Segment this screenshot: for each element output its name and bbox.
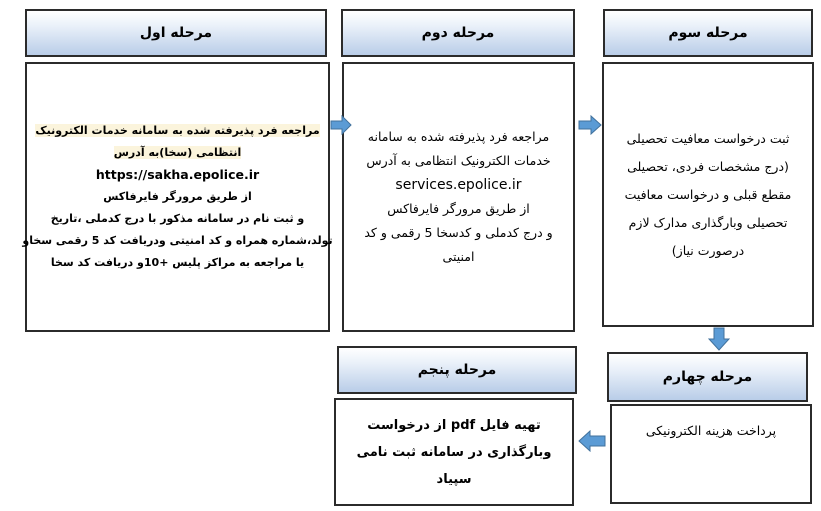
stage-1-line-5: و ثبت نام در سامانه مذکور با درج کدملی ،تاریخ — [50, 212, 305, 225]
stage-5-line-3: سپیاد — [436, 471, 472, 487]
stage-1-line-1: مراجعه فرد پذیرفته شده به سامانه خدمات الکترونیک — [35, 124, 320, 137]
stage-1-url: https://sakha.epolice.ir — [95, 167, 260, 182]
stage-5-title: مرحله پنجم — [417, 362, 497, 378]
stage-1-line-2: انتظامی (سخا)به آدرس — [113, 146, 242, 159]
stage-2-line-4: از طریق مرورگر فایرفاکس — [387, 201, 530, 216]
stage-1-title: مرحله اول — [139, 25, 213, 41]
arrow-left-stage4-to-stage5 — [578, 430, 606, 452]
stage-3-line-1: ثبت درخواست معافیت تحصیلی — [626, 130, 790, 146]
stage-3-box — [602, 62, 814, 327]
arrow-right-stage1-to-stage2 — [330, 115, 352, 135]
stage-2-line-6: امنیتی — [442, 249, 475, 264]
stage-5-line-1: تهیه فایل pdf از درخواست — [367, 417, 541, 433]
stage-4-header — [607, 352, 808, 402]
stage-2-line-2: خدمات الکترونیک انتظامی به آدرس — [366, 153, 551, 168]
stage-4-line-1: پرداخت هزینه الکترونیکی — [645, 423, 777, 438]
stage-1-line-7: یا مراجعه به مراکز پلیس +10و دریافت کد سخا — [50, 256, 305, 269]
stage-2-url: services.epolice.ir — [395, 177, 522, 193]
stage-3-line-2: (درج مشخصات فردی، تحصیلی — [627, 158, 789, 174]
stage-2-box — [342, 62, 575, 332]
stage-2-line-5: و درج کدملی و کدسخا 5 رقمی و کد — [364, 225, 553, 240]
stage-1-line-4: از طریق مرورگر فایرفاکس — [103, 190, 252, 203]
stage-3-header — [603, 9, 813, 57]
arrow-down-stage3-to-stage4 — [708, 327, 730, 351]
stage-5-line-2: وبارگذاری در سامانه ثبت نامی — [356, 444, 552, 460]
stage-4-box — [610, 404, 812, 504]
stage-1-line-6: تولد،شماره همراه و کد امنیتی ودریافت کد 5 رقمی سخاو — [22, 234, 333, 247]
stage-2-line-1: مراجعه فرد پذیرفته شده به سامانه — [367, 129, 550, 144]
stage-3-title: مرحله سوم — [668, 25, 748, 41]
stage-3-line-3: مقطع قبلی و درخواست معافیت — [624, 186, 792, 202]
stage-1-box — [22, 62, 333, 332]
stage-2-title: مرحله دوم — [421, 25, 495, 41]
arrow-right-stage2-to-stage3 — [578, 115, 602, 135]
stage-3-line-5: درصورت نیاز) — [671, 242, 745, 258]
stage-2-header — [341, 9, 575, 57]
stage-4-title: مرحله چهارم — [662, 369, 753, 385]
stage-5-header — [337, 346, 577, 394]
stage-3-line-4: تحصیلی وبارگذاری مدارک لازم — [628, 214, 788, 230]
stage-5-box — [334, 398, 574, 506]
stage-1-header — [25, 9, 327, 57]
